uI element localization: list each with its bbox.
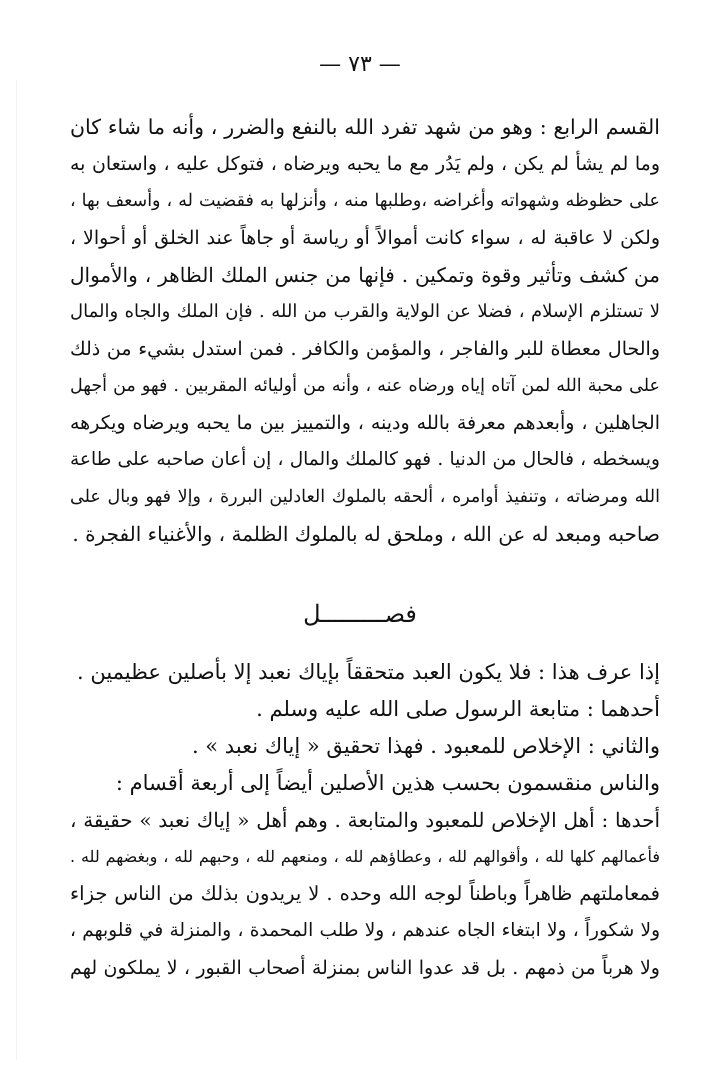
text-line: إذا عرف هذا : فلا يكون العبد متحققاً بإياك نعبد إلا بأصلين عظيمين . xyxy=(76,660,660,684)
text-line: صاحبه ومبعد له عن الله ، وملحق له بالملوك الظلمة ، والأغنياء الفجرة . xyxy=(72,522,660,546)
text-line: فأعمالهم كلها لله ، وأقوالهم لله ، وعطاؤهم لله ، ومنعهم لله ، وحبهم لله ، وبغضهم لله . xyxy=(70,847,660,866)
text-line: والثاني : الإخلاص للمعبود . فهذا تحقيق « إياك نعبد » . xyxy=(191,734,660,758)
text-line: القسم الرابع : وهو من شهد تفرد الله بالنفع والضرر ، وأنه ما شاء كان xyxy=(70,115,660,139)
text-line: ويسخطه ، فالحال من الدنيا . فهو كالملك والمال ، إن أعان صاحبه على طاعة xyxy=(70,449,660,470)
text-line: على حظوظه وشهواته وأغراضه ،وطلبها منه ، وأنزلها به فقضيت له ، وأسعف بها ، xyxy=(70,191,660,211)
text-line: أحدهما : متابعة الرسول صلى الله عليه وسلم . xyxy=(256,697,660,721)
text-line: ولكن لا عاقبة له ، سواء كانت أموالاً أو رياسة أو جاهاً عند الخلق أو أحوالا ، xyxy=(70,227,660,249)
text-line: لا تستلزم الإسلام ، فضلا عن الولاية والقرب من الله . فإن الملك والجاه والمال xyxy=(70,301,660,322)
text-line: فمعاملتهم ظاهراً وباطناً لوجه الله وحده . لا يريدون بذلك من الناس جزاء xyxy=(70,882,660,905)
text-line: ولا شكوراً ، ولا ابتغاء الجاه عندهم ، ولا طلب المحمدة ، والمنزلة في قلوبهم ، xyxy=(70,920,660,941)
text-line: من كشف وتأثير وقوة وتمكين . فإنها من جنس الملك الظاهر ، والأموال xyxy=(70,263,660,287)
text-line: على محبة الله لمن آتاه إياه ورضاه عنه ، وأنه من أوليائه المقربين . فهو من أجهل xyxy=(70,376,660,396)
page-number: — ٧٣ — xyxy=(319,52,401,77)
text-line: الجاهلين ، وأبعدهم معرفة بالله ودينه ، والتمييز بين ما يحبه ويرضاه ويكرهه xyxy=(70,412,660,434)
text-line: والحال معطاة للبر والفاجر ، والمؤمن والكافر . فمن استدل بشيء من ذلك xyxy=(70,338,660,360)
text-line: أحدها : أهل الإخلاص للمعبود والمتابعة . وهم أهل « إياك نعبد » حقيقة ، xyxy=(70,808,660,832)
page-edge-shadow xyxy=(16,80,17,1060)
text-line: وما لم يشأ لم يكن ، ولم يَدُر مع ما يحبه ويرضاه ، فتوكل عليه ، واستعان به xyxy=(70,153,660,175)
text-line: الله ومرضاته ، وتنفيذ أوامره ، ألحقه بالملوك العادلين البررة ، وإلا فهو وبال على xyxy=(70,487,660,507)
section-heading-text: فصـــــــــل xyxy=(303,600,417,628)
section-heading xyxy=(0,600,720,628)
text-line: والناس منقسمون بحسب هذين الأصلين أيضاً إلى أربعة أقسام : xyxy=(115,771,660,795)
text-line: ولا هرباً من ذمهم . بل قد عدوا الناس بمنزلة أصحاب القبور ، لا يملكون لهم xyxy=(70,957,660,979)
